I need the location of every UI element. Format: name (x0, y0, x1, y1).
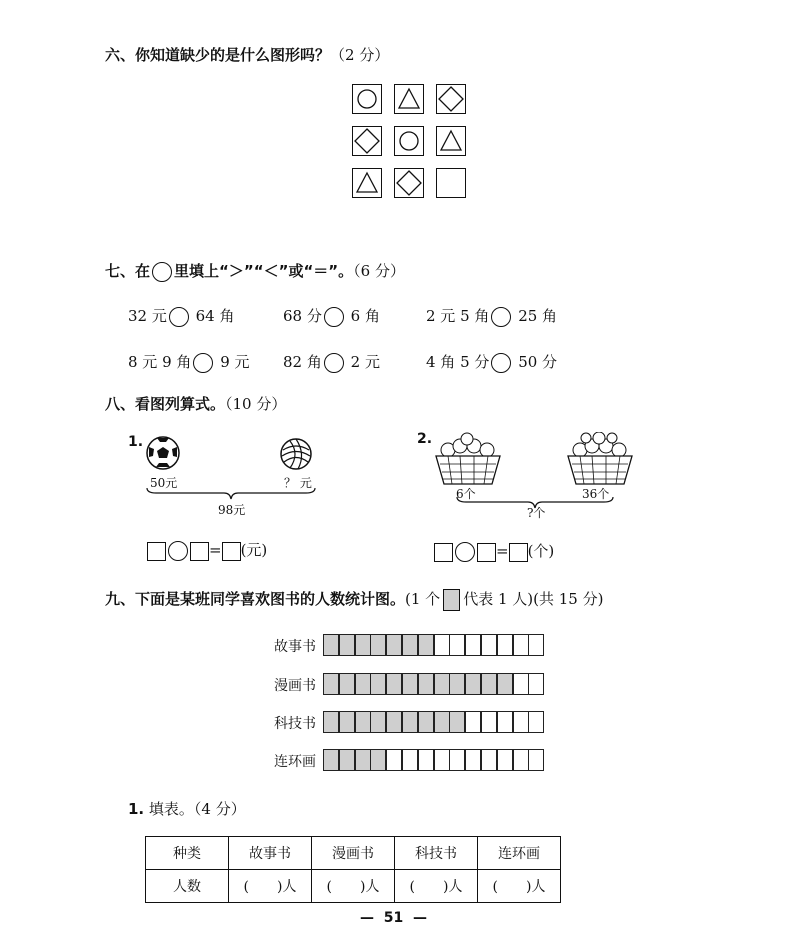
chart-cell-filled (323, 673, 339, 695)
chart-cell-filled (323, 634, 339, 656)
compare-left: 8 元 9 角 (128, 353, 192, 371)
answer-box[interactable] (509, 543, 528, 562)
compare-item-6 (426, 351, 557, 373)
compare-left: 2 元 5 角 (426, 307, 490, 325)
answer-box[interactable] (190, 542, 209, 561)
yarn-ball-icon (280, 438, 312, 470)
section9-title: 九、下面是某班同学喜欢图书的人数统计图。 (105, 590, 406, 608)
compare-item-5 (283, 351, 380, 373)
footer-dash: — (412, 910, 427, 926)
chart-cell-filled (339, 711, 355, 733)
problem2-number: 2. (417, 431, 433, 447)
chart-cell-filled (370, 711, 386, 733)
circle-icon (352, 84, 382, 114)
problem2-label-a: 6个 (456, 487, 476, 501)
chart-cell-filled (465, 673, 481, 695)
chart-cell-filled (418, 634, 434, 656)
table-header: 科技书 (395, 837, 478, 870)
table-header: 种类 (146, 837, 229, 870)
compare-item-3 (426, 305, 557, 327)
problem1-label-b: ？ 元 (284, 476, 312, 490)
chart-cell-filled (402, 711, 418, 733)
answer-box[interactable] (434, 543, 453, 562)
chart-cell-empty (513, 673, 529, 695)
compare-item-4 (128, 351, 250, 373)
answer-cell[interactable]: ( )人 (395, 870, 478, 903)
answer-box[interactable] (147, 542, 166, 561)
answer-circle[interactable] (491, 307, 511, 327)
chart-cell-filled (497, 673, 513, 695)
chart-cell-empty (497, 634, 513, 656)
chart-cell-empty (418, 749, 434, 771)
chart-cell-empty (434, 634, 450, 656)
compare-left: 68 分 (283, 307, 322, 325)
chart-cell-filled (355, 749, 371, 771)
answer-box[interactable] (222, 542, 241, 561)
answer-circle[interactable] (193, 353, 213, 373)
equals-sign: = (496, 542, 509, 560)
problem2-total: ?个 (527, 506, 546, 520)
chart-cell-filled (434, 673, 450, 695)
chart-cell-filled (323, 711, 339, 733)
table-header: 漫画书 (312, 837, 395, 870)
table-header: 故事书 (229, 837, 312, 870)
chart-cell-empty (465, 711, 481, 733)
chart-cell-filled (339, 749, 355, 771)
chart-cell-filled (434, 711, 450, 733)
section9-heading (105, 588, 603, 611)
compare-right: 6 角 (350, 307, 380, 325)
chart-cell-empty (402, 749, 418, 771)
chart-row-label: 连环画 (274, 754, 316, 770)
chart-cell-filled (418, 711, 434, 733)
chart-cell-empty (497, 711, 513, 733)
compare-item-2 (283, 305, 380, 327)
chart-cell-empty (513, 634, 529, 656)
chart-cell-empty (465, 634, 481, 656)
chart-row-label: 科技书 (274, 716, 316, 732)
compare-item-1 (128, 305, 235, 327)
chart-cell-filled (386, 673, 402, 695)
chart-cell-empty (465, 749, 481, 771)
sub1-title: 填表。 (144, 800, 194, 818)
problem1-number: 1. (128, 434, 144, 450)
chart-cell-filled (449, 673, 465, 695)
chart-cell-empty (528, 673, 544, 695)
apple-basket-icon (434, 432, 502, 488)
answer-circle[interactable] (324, 353, 344, 373)
diamond-icon (436, 84, 466, 114)
sub1-heading (128, 798, 246, 819)
section9-points: (共 15 分) (533, 590, 604, 608)
chart-cell-filled (386, 634, 402, 656)
chart-cell-filled (402, 673, 418, 695)
section8-points: （10 分） (225, 395, 287, 413)
chart-cell-empty (513, 749, 529, 771)
sub1-number: 1. (128, 800, 145, 818)
chart-cell-filled (355, 711, 371, 733)
chart-cell-filled (355, 634, 371, 656)
triangle-icon (436, 126, 466, 156)
compare-right: 64 角 (195, 307, 235, 325)
chart-cell-empty (497, 749, 513, 771)
compare-left: 4 角 5 分 (426, 353, 490, 371)
soccer-ball-icon (146, 436, 180, 470)
chart-row-label: 漫画书 (274, 678, 316, 694)
operator-circle[interactable] (455, 542, 475, 562)
unit-label: (元) (240, 541, 268, 559)
chart-cell-empty (434, 749, 450, 771)
chart-cell-filled (355, 673, 371, 695)
chart-cell-filled (323, 749, 339, 771)
problem1-label-a: 50元 (150, 476, 178, 490)
triangle-icon (394, 84, 424, 114)
page-number: 51 (383, 910, 404, 926)
unit-label: (个) (527, 542, 555, 560)
chart-cell-empty (528, 711, 544, 733)
section9-legend-post: 代表 1 人) (463, 590, 534, 608)
diamond-icon (394, 168, 424, 198)
section7-title-post: 里填上“＞”“＜”或“＝”。 (174, 262, 354, 280)
circle-icon (394, 126, 424, 156)
triangle-icon (352, 168, 382, 198)
problem1-equation (147, 539, 267, 561)
chart-cell-empty (386, 749, 402, 771)
problem2-equation (434, 540, 554, 562)
chart-cell-filled (370, 673, 386, 695)
chart-cell-empty (513, 711, 529, 733)
page-footer (360, 910, 427, 926)
missing-shape-box[interactable] (436, 168, 466, 198)
shape-grid (352, 84, 467, 199)
chart-cell-empty (481, 634, 497, 656)
compare-right: 2 元 (350, 353, 380, 371)
problem1-total: 98元 (218, 503, 246, 517)
compare-right: 9 元 (220, 353, 250, 371)
chart-cell-empty (481, 711, 497, 733)
section6-heading (105, 44, 389, 65)
apple-basket-icon (566, 432, 634, 488)
answer-circle[interactable] (169, 307, 189, 327)
chart-cell-filled (370, 634, 386, 656)
equals-sign: = (209, 541, 222, 559)
chart-cell-empty (449, 634, 465, 656)
table-header: 连环画 (478, 837, 561, 870)
chart-cell-filled (339, 634, 355, 656)
section7-points: （6 分） (353, 262, 405, 280)
chart-cell-empty (481, 749, 497, 771)
chart-cell-filled (386, 711, 402, 733)
circle-icon (152, 262, 172, 282)
chart-cell-empty (528, 634, 544, 656)
sub1-points: （4 分） (193, 800, 246, 818)
chart-cell-filled (449, 711, 465, 733)
legend-cell-icon (443, 589, 460, 611)
chart-cell-filled (402, 634, 418, 656)
section8-heading (105, 393, 286, 414)
answer-circle[interactable] (491, 353, 511, 373)
chart-cell-empty (528, 749, 544, 771)
chart-cell-filled (339, 673, 355, 695)
table-row-label: 人数 (146, 870, 229, 903)
table-header-row (146, 837, 561, 870)
compare-left: 82 角 (283, 353, 322, 371)
chart-row-label: 故事书 (274, 639, 316, 655)
problem2-label-b: 36个 (582, 487, 610, 501)
section6-points: （2 分） (330, 46, 390, 64)
problem1-brace (146, 487, 316, 501)
chart-cell-filled (418, 673, 434, 695)
diamond-icon (352, 126, 382, 156)
answer-cell[interactable]: ( )人 (478, 870, 561, 903)
answer-box[interactable] (477, 543, 496, 562)
compare-right: 50 分 (518, 353, 558, 371)
table-row (146, 870, 561, 903)
compare-left: 32 元 (128, 307, 167, 325)
section7-heading (105, 260, 405, 282)
answer-cell[interactable]: ( )人 (229, 870, 312, 903)
chart-cell-filled (481, 673, 497, 695)
section9-legend-pre: (1 个 (405, 590, 441, 608)
section7-title-pre: 七、在 (105, 262, 151, 280)
answer-circle[interactable] (324, 307, 344, 327)
section6-title: 六、你知道缺少的是什么图形吗？ (105, 46, 331, 64)
operator-circle[interactable] (168, 541, 188, 561)
fill-table (145, 836, 561, 903)
compare-right: 25 角 (518, 307, 558, 325)
chart-cell-empty (449, 749, 465, 771)
footer-dash: — (360, 910, 374, 926)
section8-title: 八、看图列算式。 (105, 395, 226, 413)
chart-cell-filled (370, 749, 386, 771)
answer-cell[interactable]: ( )人 (312, 870, 395, 903)
